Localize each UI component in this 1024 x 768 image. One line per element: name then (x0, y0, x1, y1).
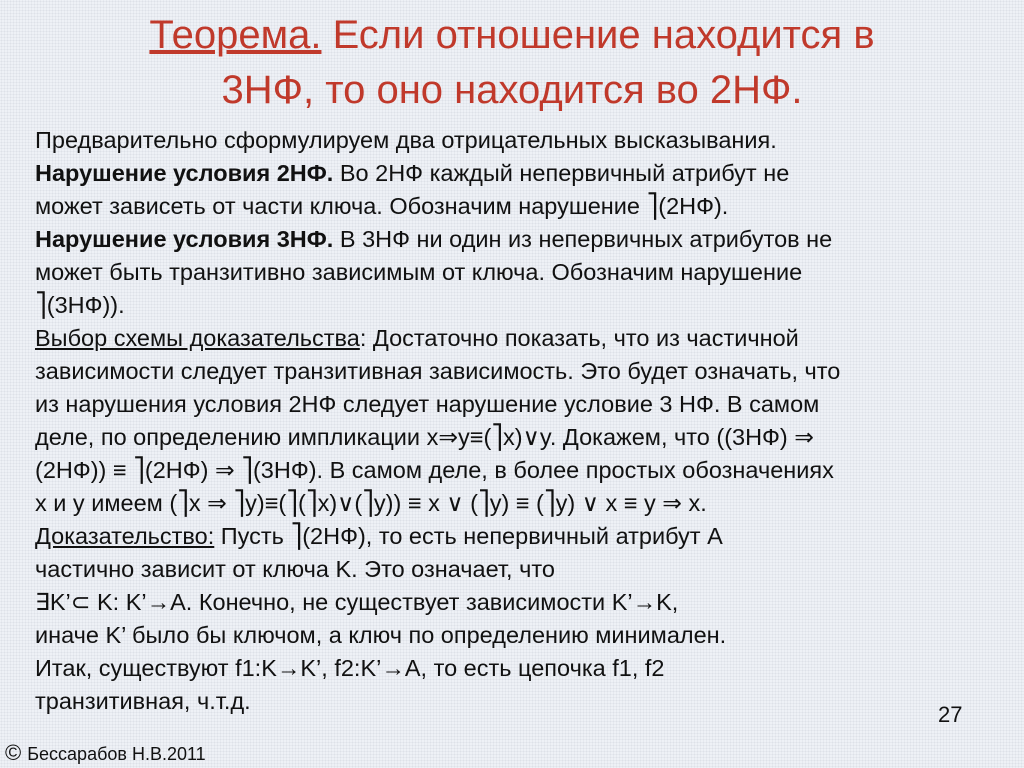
text-line (35, 190, 1020, 223)
text-span: из нарушения условия 2НФ следует нарушение условие 3 НФ. В самом (35, 391, 820, 417)
text-line (35, 421, 1020, 454)
text-line (35, 223, 1020, 256)
footer (5, 740, 206, 766)
text-span: деле, по определению импликации x⇒y≡(⎤x)∨y. Докажем, что ((3НФ) ⇒ (35, 424, 814, 450)
text-line (35, 157, 1020, 190)
text-span: В 3НФ ни один из непервичных атрибутов не (333, 226, 833, 252)
page-number: 27 (938, 702, 963, 727)
slide-title (20, 8, 1004, 118)
text-line (35, 652, 1020, 685)
text-line (35, 520, 1020, 553)
text-span: частично зависит от ключа K. Это означает, что (35, 556, 555, 582)
text-line (35, 619, 1020, 652)
text-line (35, 685, 1020, 718)
text-line (35, 124, 1020, 157)
copyright-icon: © (5, 740, 22, 765)
text-span: (2НФ)) ≡ ⎤(2НФ) ⇒ ⎤(3НФ). В самом деле, в более простых обозначениях (35, 457, 834, 483)
text-line (35, 256, 1020, 289)
text-span: транзитивная, ч.т.д. (35, 688, 251, 714)
text-span: Пусть ⎤(2НФ), то есть непервичный атрибут A (214, 523, 723, 549)
text-line (35, 388, 1020, 421)
text-span: может быть транзитивно зависимым от ключа. Обозначим нарушение (35, 259, 803, 285)
title-text-1: Если отношение находится в (321, 13, 875, 57)
author-credit: Бессарабов Н.В.2011 (27, 744, 206, 764)
bold-heading: Нарушение условия 2НФ. (35, 160, 334, 186)
text-span: иначе K’ было бы ключом, а ключ по определению минимален. (35, 622, 727, 648)
bold-heading: Нарушение условия 3НФ. (35, 226, 334, 252)
text-span: зависимости следует транзитивная зависимость. Это будет означать, что (35, 358, 841, 384)
text-span: Во 2НФ каждый непервичный атрибут не (333, 160, 790, 186)
text-line (35, 454, 1020, 487)
text-span: x и y имеем (⎤x ⇒ ⎤y)≡(⎤(⎤x)∨(⎤y)) ≡ x ∨ (⎤y) ≡ (⎤y) ∨ x ≡ y ⇒ x. (35, 490, 707, 516)
text-span: Предварительно сформулируем два отрицательных высказывания. (35, 127, 777, 153)
underlined-heading: Выбор схемы доказательства (35, 325, 360, 351)
text-line (35, 355, 1020, 388)
text-span: : Достаточно показать, что из частичной (359, 325, 799, 351)
text-line (35, 289, 1020, 322)
text-span: ⎤(3НФ)). (35, 292, 125, 318)
text-span: ∃K’⊂ K: K’→A. Конечно, не существует зависимости K’→K, (35, 589, 679, 615)
title-line-2: 3НФ, то оно находится во 2НФ. (221, 68, 803, 112)
text-span: может зависеть от части ключа. Обозначим нарушение ⎤(2НФ). (35, 193, 729, 219)
text-span: Итак, существуют f1:K→K’, f2:K’→A, то есть цепочка f1, f2 (35, 655, 665, 681)
slide-body (35, 124, 1020, 718)
text-line (35, 553, 1020, 586)
title-line-1 (20, 8, 1004, 63)
theorem-label: Теорема. (149, 13, 322, 57)
text-line (35, 322, 1020, 355)
text-line (35, 487, 1020, 520)
underlined-heading: Доказательство: (35, 523, 215, 549)
text-line (35, 586, 1020, 619)
